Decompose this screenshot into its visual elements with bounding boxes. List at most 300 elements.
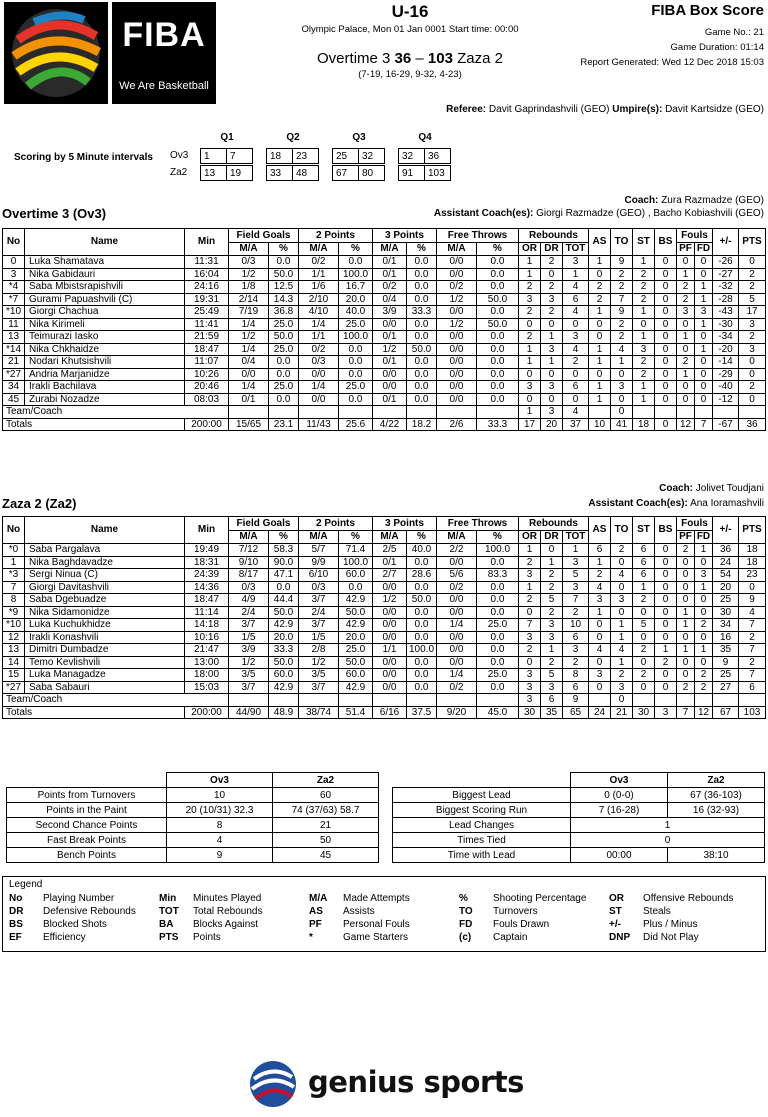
team-coach-label: Team/Coach bbox=[3, 694, 229, 707]
total-cell: 45.0 bbox=[477, 706, 519, 719]
stat-cell: 3 bbox=[739, 343, 766, 356]
column-header: Fouls bbox=[677, 517, 713, 531]
stat-cell: 0/2 bbox=[437, 281, 477, 294]
stat-cell: 0.0 bbox=[477, 331, 519, 344]
total-cell: 33.3 bbox=[477, 418, 519, 431]
stat-cell: 0 bbox=[655, 331, 677, 344]
stat-cell: 2 bbox=[611, 331, 633, 344]
total-cell: 41 bbox=[611, 418, 633, 431]
stat-cell: 0.0 bbox=[407, 381, 437, 394]
stat-cell: 0/0 bbox=[437, 268, 477, 281]
total-cell: 7 bbox=[695, 418, 713, 431]
stat-cell: 0 bbox=[695, 631, 713, 644]
empty-cell bbox=[373, 406, 407, 419]
report-info bbox=[580, 2, 764, 68]
stat-cell: 1 bbox=[611, 356, 633, 369]
stat-cell: 2 bbox=[519, 331, 541, 344]
stat-cell: -20 bbox=[713, 343, 739, 356]
stat-cell: 0.0 bbox=[407, 556, 437, 569]
stat-cell: 1/2 bbox=[373, 594, 407, 607]
legend-item bbox=[609, 893, 733, 904]
stat-cell: 0/0 bbox=[437, 256, 477, 269]
total-cell: 7 bbox=[677, 706, 695, 719]
stat-cell: 1 bbox=[633, 393, 655, 406]
stat-value: 20 (10/31) 32.3 bbox=[167, 803, 273, 818]
stat-cell: 0/2 bbox=[299, 343, 339, 356]
stat-cell: 25.0 bbox=[339, 644, 373, 657]
stat-cell: 9/10 bbox=[229, 556, 269, 569]
legend-item bbox=[459, 893, 586, 904]
stat-cell: 2/8 bbox=[299, 644, 339, 657]
stat-cell: 1 bbox=[519, 343, 541, 356]
stat-cell: 0 bbox=[563, 368, 589, 381]
stat-cell: -14 bbox=[713, 356, 739, 369]
legend-abbr: DNP bbox=[609, 932, 631, 943]
stat-cell: 0 bbox=[655, 381, 677, 394]
legend-desc: Defensive Rebounds bbox=[43, 906, 136, 917]
interval-score: 80 bbox=[358, 165, 385, 181]
legend-desc: Made Attempts bbox=[343, 893, 410, 904]
stat-label: Second Chance Points bbox=[7, 818, 167, 833]
stat-cell: 0.0 bbox=[339, 368, 373, 381]
stat-cell: 9 bbox=[563, 694, 589, 707]
stat-cell: 18 bbox=[739, 556, 766, 569]
stat-cell: 25.0 bbox=[269, 381, 299, 394]
stat-cell: 1 bbox=[611, 656, 633, 669]
empty-cell bbox=[713, 406, 739, 419]
empty-cell bbox=[589, 406, 611, 419]
stat-cell: 10:26 bbox=[185, 368, 229, 381]
stat-cell: 2 bbox=[519, 556, 541, 569]
stat-cell: 1 bbox=[589, 306, 611, 319]
stat-cell: 4/9 bbox=[229, 594, 269, 607]
assistant-coach-line bbox=[588, 498, 764, 509]
stat-cell: 36.8 bbox=[269, 306, 299, 319]
stat-cell: 0/1 bbox=[373, 268, 407, 281]
stat-cell: 1/2 bbox=[299, 656, 339, 669]
total-cell: 44/90 bbox=[229, 706, 269, 719]
stat-cell: 0.0 bbox=[477, 556, 519, 569]
player-row bbox=[3, 381, 766, 394]
column-header: % bbox=[407, 531, 437, 544]
stat-cell: 7/19 bbox=[229, 306, 269, 319]
stat-cell: 0/0 bbox=[437, 306, 477, 319]
stat-cell: 0 bbox=[655, 368, 677, 381]
stat-cell: 0.0 bbox=[477, 281, 519, 294]
stat-cell: 2 bbox=[633, 356, 655, 369]
away-score: 103 bbox=[427, 50, 453, 67]
column-header: % bbox=[407, 243, 437, 256]
interval-score: 103 bbox=[424, 165, 451, 181]
stat-cell: 1 bbox=[519, 544, 541, 557]
column-header: M/A bbox=[229, 531, 269, 544]
stat-cell: 0 bbox=[655, 544, 677, 557]
stat-cell: 1 bbox=[589, 356, 611, 369]
stat-cell: *3 bbox=[3, 569, 25, 582]
stat-cell: 1/6 bbox=[299, 281, 339, 294]
stat-cell: 1/5 bbox=[229, 631, 269, 644]
column-header: % bbox=[477, 243, 519, 256]
empty-cell bbox=[229, 694, 269, 707]
stat-cell: 0.0 bbox=[407, 681, 437, 694]
stat-cell: 4/10 bbox=[299, 306, 339, 319]
stat-cell: 0/0 bbox=[299, 393, 339, 406]
stat-cell: 3/5 bbox=[229, 669, 269, 682]
column-header: No bbox=[3, 229, 25, 256]
stat-cell: 5/7 bbox=[299, 544, 339, 557]
stat-cell: 08:03 bbox=[185, 393, 229, 406]
stat-cell: 0 bbox=[655, 356, 677, 369]
player-name: Nika Chkhaidze bbox=[25, 343, 185, 356]
stat-cell: 0 bbox=[655, 306, 677, 319]
team-coach-row bbox=[3, 694, 766, 707]
game-flow-row bbox=[393, 848, 765, 863]
stat-cell: 3 bbox=[519, 631, 541, 644]
stat-label: Fast Break Points bbox=[7, 833, 167, 848]
legend-abbr: Min bbox=[159, 893, 177, 904]
column-header: BS bbox=[655, 517, 677, 544]
player-row bbox=[3, 356, 766, 369]
stat-cell: 42.9 bbox=[339, 619, 373, 632]
empty-cell bbox=[229, 406, 269, 419]
stat-cell: 16 bbox=[713, 631, 739, 644]
column-header: M/A bbox=[299, 243, 339, 256]
stat-cell: 4 bbox=[563, 406, 589, 419]
stat-cell: 0 bbox=[655, 619, 677, 632]
stat-cell: 6 bbox=[563, 381, 589, 394]
interval-score: 32 bbox=[398, 148, 425, 164]
empty-cell bbox=[339, 694, 373, 707]
stat-cell: 4 bbox=[611, 644, 633, 657]
empty-cell bbox=[677, 406, 695, 419]
stat-cell: 25.0 bbox=[269, 343, 299, 356]
legend-item bbox=[309, 893, 410, 904]
stat-label: Lead Changes bbox=[393, 818, 571, 833]
stat-cell: 1 bbox=[633, 331, 655, 344]
column-header: OR bbox=[519, 531, 541, 544]
player-row bbox=[3, 606, 766, 619]
fiba-word: FIBA bbox=[122, 16, 206, 54]
stat-cell: 25.0 bbox=[269, 318, 299, 331]
stat-cell: 0/0 bbox=[299, 368, 339, 381]
legend-desc: Total Rebounds bbox=[193, 906, 263, 917]
total-cell: 48.9 bbox=[269, 706, 299, 719]
interval-pair bbox=[200, 148, 252, 164]
stat-cell: 2 bbox=[739, 631, 766, 644]
stat-cell: 0/2 bbox=[373, 281, 407, 294]
stat-cell: 42.9 bbox=[269, 619, 299, 632]
stat-cell: 0/0 bbox=[437, 631, 477, 644]
stat-cell: 6 bbox=[563, 293, 589, 306]
stat-cell: 0/0 bbox=[373, 656, 407, 669]
stat-cell: 0 bbox=[677, 318, 695, 331]
stat-cell: 3 bbox=[739, 318, 766, 331]
stat-cell: 4 bbox=[739, 606, 766, 619]
stat-cell: 2 bbox=[541, 581, 563, 594]
stat-cell: *9 bbox=[3, 606, 25, 619]
legend-item bbox=[9, 893, 114, 904]
player-row bbox=[3, 569, 766, 582]
coach-label: Coach: bbox=[659, 483, 694, 494]
stat-cell: 18:47 bbox=[185, 343, 229, 356]
interval-score: 7 bbox=[226, 148, 253, 164]
stat-cell: 4 bbox=[589, 644, 611, 657]
box-score-table bbox=[2, 516, 766, 719]
player-name: Dimitri Dumbadze bbox=[25, 644, 185, 657]
column-header: 3 Points bbox=[373, 517, 437, 531]
stat-cell: 1/2 bbox=[229, 656, 269, 669]
stat-cell: 50.0 bbox=[407, 594, 437, 607]
total-cell: 6/16 bbox=[373, 706, 407, 719]
stat-cell: 16:04 bbox=[185, 268, 229, 281]
stat-cell: 20.0 bbox=[339, 293, 373, 306]
stat-cell: 6 bbox=[589, 544, 611, 557]
interval-score: 91 bbox=[398, 165, 425, 181]
umpires-names: Davit Kartsidze (GEO) bbox=[665, 104, 764, 115]
total-cell: 12 bbox=[695, 706, 713, 719]
legend-desc: Minutes Played bbox=[193, 893, 262, 904]
stat-cell: 0/1 bbox=[373, 256, 407, 269]
stat-cell: 17 bbox=[739, 306, 766, 319]
stat-cell: 3 bbox=[541, 631, 563, 644]
stat-cell: 0 bbox=[739, 368, 766, 381]
stat-cell: 2 bbox=[677, 544, 695, 557]
total-cell: 25.6 bbox=[339, 418, 373, 431]
stat-cell: 9/9 bbox=[299, 556, 339, 569]
stat-cell: 0 bbox=[611, 556, 633, 569]
legend-abbr: BA bbox=[159, 919, 174, 930]
stat-cell: 0/0 bbox=[437, 393, 477, 406]
interval-team-code: Za2 bbox=[170, 167, 188, 178]
stat-cell: 50.0 bbox=[269, 331, 299, 344]
legend-abbr: % bbox=[459, 893, 468, 904]
stat-cell: 9 bbox=[713, 656, 739, 669]
stat-cell: 0/0 bbox=[373, 381, 407, 394]
stat-cell: 60.0 bbox=[269, 669, 299, 682]
legend-abbr: OR bbox=[609, 893, 624, 904]
stat-cell: 0/1 bbox=[229, 393, 269, 406]
stat-cell: 0 bbox=[655, 393, 677, 406]
total-cell: 65 bbox=[563, 706, 589, 719]
stat-cell: 0 bbox=[519, 393, 541, 406]
stat-cell: 2 bbox=[633, 669, 655, 682]
legend-abbr: FD bbox=[459, 919, 473, 930]
column-header: PTS bbox=[739, 517, 766, 544]
stat-cell: 3 bbox=[541, 619, 563, 632]
stat-cell: 1 bbox=[519, 268, 541, 281]
legend-abbr: M/A bbox=[309, 893, 328, 904]
player-row bbox=[3, 293, 766, 306]
report-generated: Report Generated: Wed 12 Dec 2018 15:03 bbox=[580, 57, 764, 68]
stat-cell: 0 bbox=[695, 268, 713, 281]
stat-cell: 4 bbox=[563, 281, 589, 294]
stat-cell: 24 bbox=[713, 556, 739, 569]
stat-cell: 0/0 bbox=[437, 656, 477, 669]
player-name: Gurami Papuashvili (C) bbox=[25, 293, 185, 306]
column-header: PTS bbox=[739, 229, 766, 256]
column-header: Field Goals bbox=[229, 517, 299, 531]
interval-pair bbox=[398, 165, 450, 181]
column-header: ST bbox=[633, 517, 655, 544]
interval-pair bbox=[332, 165, 384, 181]
stat-cell: 7 bbox=[611, 293, 633, 306]
legend-item bbox=[309, 919, 410, 930]
stat-cell: 1 bbox=[589, 343, 611, 356]
stat-cell: 11 bbox=[3, 318, 25, 331]
stat-cell: 0.0 bbox=[269, 356, 299, 369]
stat-cell: 40.0 bbox=[339, 306, 373, 319]
stat-cell: 0 bbox=[655, 256, 677, 269]
stat-value: 8 bbox=[167, 818, 273, 833]
stat-cell: 10:16 bbox=[185, 631, 229, 644]
stat-cell: 1/2 bbox=[229, 268, 269, 281]
fiba-tagline: We Are Basketball bbox=[119, 80, 209, 92]
stat-cell: 1/5 bbox=[299, 631, 339, 644]
genius-swirl-icon bbox=[248, 1059, 298, 1109]
stat-cell: 1 bbox=[519, 581, 541, 594]
stat-cell: 3 bbox=[541, 293, 563, 306]
stat-cell: 1 bbox=[695, 293, 713, 306]
stat-cell: 1/2 bbox=[229, 331, 269, 344]
stat-cell: 0/3 bbox=[229, 581, 269, 594]
stat-cell: 0/0 bbox=[229, 368, 269, 381]
venue-line: Olympic Palace, Mon 01 Jan 0001 Start time: 00:00 bbox=[301, 24, 519, 35]
document-title: FIBA Box Score bbox=[651, 2, 764, 19]
legend-abbr: DR bbox=[9, 906, 24, 917]
competition-name: U-16 bbox=[391, 2, 429, 21]
stat-cell: 0.0 bbox=[407, 581, 437, 594]
stat-cell: 0/0 bbox=[373, 619, 407, 632]
stat-cell: 2 bbox=[519, 644, 541, 657]
stat-cell: 90.0 bbox=[269, 556, 299, 569]
stat-cell: 0.0 bbox=[269, 256, 299, 269]
stat-cell: 0 bbox=[611, 606, 633, 619]
stat-cell: 45 bbox=[3, 393, 25, 406]
stat-cell: 0.0 bbox=[477, 393, 519, 406]
stat-cell: 21:59 bbox=[185, 331, 229, 344]
empty-cell bbox=[477, 694, 519, 707]
team-coach-label: Team/Coach bbox=[3, 406, 229, 419]
stat-cell: 0 bbox=[695, 331, 713, 344]
stat-label: Bench Points bbox=[7, 848, 167, 863]
stat-value: 9 bbox=[167, 848, 273, 863]
stat-cell: 0 bbox=[739, 256, 766, 269]
stat-cell: 20.0 bbox=[339, 631, 373, 644]
player-name: Saba Mbistsrapishvili bbox=[25, 281, 185, 294]
stat-cell: 0 bbox=[695, 381, 713, 394]
stat-cell: 3 bbox=[695, 306, 713, 319]
stat-cell: 0.0 bbox=[477, 343, 519, 356]
stat-cell: 0 bbox=[3, 256, 25, 269]
player-row bbox=[3, 556, 766, 569]
stat-cell: 0 bbox=[541, 393, 563, 406]
stat-cell: 0 bbox=[655, 581, 677, 594]
stat-cell: 5 bbox=[739, 293, 766, 306]
stat-cell: 2/5 bbox=[373, 544, 407, 557]
total-cell: 18 bbox=[633, 418, 655, 431]
stat-cell: 3 bbox=[611, 381, 633, 394]
column-header: M/A bbox=[437, 243, 477, 256]
stat-cell: 2 bbox=[633, 281, 655, 294]
stat-cell: 5 bbox=[541, 669, 563, 682]
stat-cell: 28.6 bbox=[407, 569, 437, 582]
stat-cell: 3 bbox=[541, 381, 563, 394]
stat-cell: 9 bbox=[611, 256, 633, 269]
stat-cell: 1 bbox=[589, 556, 611, 569]
stat-cell: 0.0 bbox=[477, 644, 519, 657]
column-header: 2 Points bbox=[299, 229, 373, 243]
stat-cell: 1/1 bbox=[299, 268, 339, 281]
stat-cell: 6 bbox=[541, 694, 563, 707]
legend-desc: Blocks Against bbox=[193, 919, 259, 930]
stat-cell: 0/0 bbox=[437, 331, 477, 344]
stat-cell: 1 bbox=[541, 644, 563, 657]
stat-cell: 1 bbox=[3, 556, 25, 569]
stat-cell: 20.0 bbox=[269, 631, 299, 644]
stat-cell: 0.0 bbox=[407, 318, 437, 331]
stat-cell: 0 bbox=[695, 356, 713, 369]
fiba-wordmark-logo bbox=[112, 2, 216, 104]
player-row bbox=[3, 331, 766, 344]
stat-cell: 0/0 bbox=[373, 606, 407, 619]
stat-cell: 0 bbox=[541, 268, 563, 281]
empty-cell bbox=[299, 406, 339, 419]
stat-cell: *10 bbox=[3, 619, 25, 632]
stat-cell: 0.0 bbox=[407, 281, 437, 294]
stat-cell: 1/4 bbox=[299, 381, 339, 394]
stat-cell: 12 bbox=[3, 631, 25, 644]
stat-cell: 3 bbox=[3, 268, 25, 281]
stat-cell: 2 bbox=[563, 356, 589, 369]
stat-cell: 0.0 bbox=[477, 268, 519, 281]
stat-cell: 40.0 bbox=[407, 544, 437, 557]
stat-cell: 6/10 bbox=[299, 569, 339, 582]
stat-cell: 13 bbox=[3, 644, 25, 657]
stat-cell: 6 bbox=[633, 556, 655, 569]
stat-cell: 5/6 bbox=[437, 569, 477, 582]
assistant-label: Assistant Coach(es): bbox=[588, 498, 688, 509]
stat-cell: 3/9 bbox=[373, 306, 407, 319]
stat-cell: 3 bbox=[563, 556, 589, 569]
stat-cell: 0.0 bbox=[477, 368, 519, 381]
stat-cell: 2 bbox=[541, 569, 563, 582]
stat-cell: 2 bbox=[589, 569, 611, 582]
stat-cell: 0 bbox=[633, 656, 655, 669]
legend-abbr: No bbox=[9, 893, 23, 904]
stat-cell: 0.0 bbox=[407, 356, 437, 369]
stat-cell: 1 bbox=[633, 256, 655, 269]
stat-cell: -27 bbox=[713, 268, 739, 281]
stat-cell: 0 bbox=[519, 656, 541, 669]
stat-cell: 2 bbox=[611, 544, 633, 557]
player-name: Giorgi Davitashvili bbox=[25, 581, 185, 594]
stat-cell: 0/0 bbox=[373, 581, 407, 594]
game-flow-row bbox=[393, 818, 765, 833]
player-row bbox=[3, 393, 766, 406]
stat-cell: 18:47 bbox=[185, 594, 229, 607]
stat-cell: 0.0 bbox=[477, 381, 519, 394]
stat-cell: 0.0 bbox=[477, 356, 519, 369]
stat-cell: 3 bbox=[519, 381, 541, 394]
stat-cell: 0.0 bbox=[407, 619, 437, 632]
stat-cell: 0 bbox=[633, 631, 655, 644]
stat-cell: 0.0 bbox=[407, 256, 437, 269]
stat-cell: -29 bbox=[713, 368, 739, 381]
stat-cell: 5 bbox=[541, 594, 563, 607]
stat-cell: 7 bbox=[3, 581, 25, 594]
quarter-header: Q1 bbox=[220, 132, 234, 143]
stat-cell: -30 bbox=[713, 318, 739, 331]
